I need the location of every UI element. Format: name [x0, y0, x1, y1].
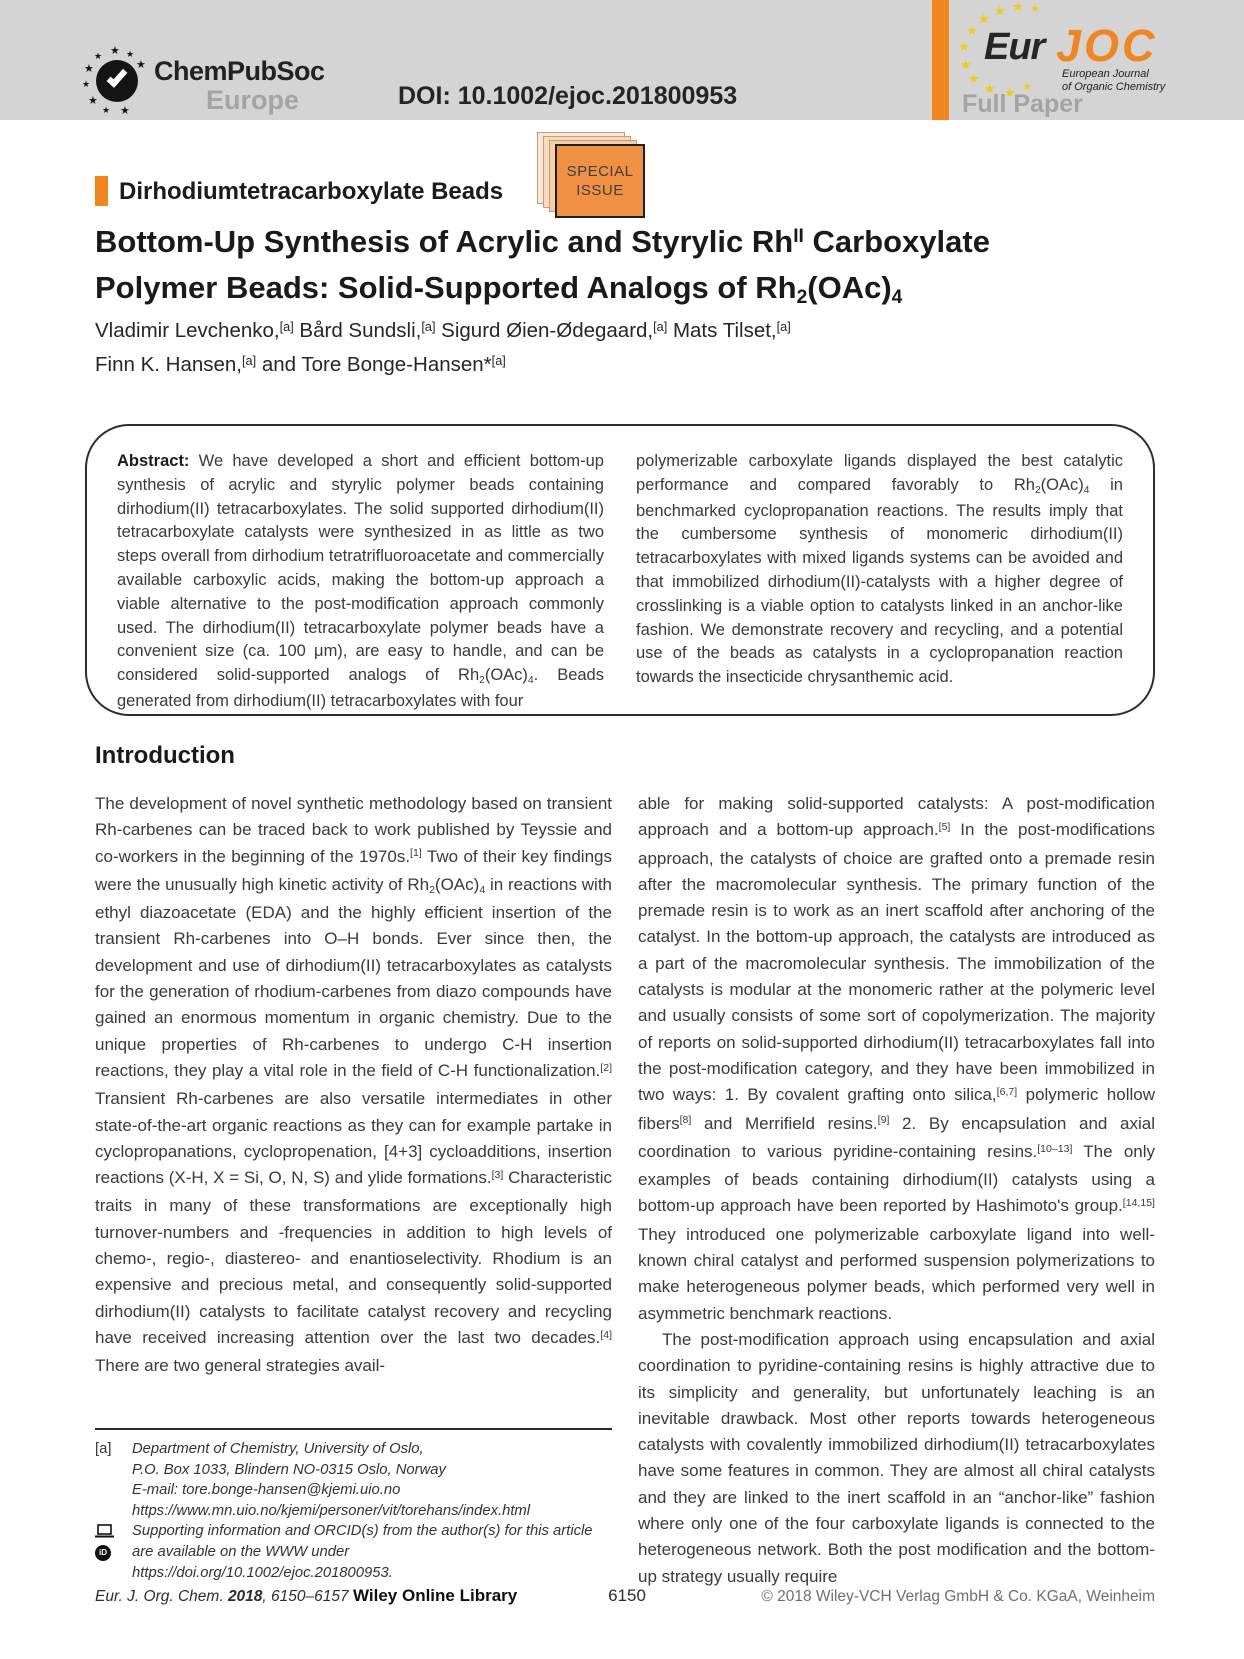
star-icon: [966, 24, 978, 37]
wiley-online-library-label: Wiley Online Library: [353, 1586, 518, 1605]
supporting-info-icons: [95, 1521, 132, 1583]
star-icon: [126, 50, 134, 59]
special-issue-stamp: [537, 132, 649, 220]
header-accent-bar: [932, 0, 949, 120]
star-icon: [136, 60, 146, 71]
author-list-line2: Finn K. Hansen,[a] and Tore Bonge-Hansen*[a]: [95, 352, 506, 376]
journal-name-line1: European Journal: [1062, 68, 1149, 80]
affiliation-line2: P.O. Box 1033, Blindern NO-0315 Oslo, Norway: [132, 1461, 446, 1478]
eurjoc-eur-text: Eur: [984, 26, 1045, 68]
star-icon: [110, 46, 120, 57]
affiliation: [132, 1439, 612, 1521]
citation-pages: , 6150–6157: [262, 1588, 349, 1605]
article-title-line1: Bottom-Up Synthesis of Acrylic and Styrylic $Rh^{II}$ Carboxylate: [95, 224, 990, 259]
chempubsoc-region: Europe: [206, 85, 300, 115]
star-icon: [960, 58, 972, 71]
star-icon: [1030, 4, 1040, 15]
footnote-marker: [a]: [95, 1441, 112, 1457]
topic-accent-bullet: [95, 176, 108, 206]
abstract-label: Abstract:: [117, 452, 190, 470]
introduction-paragraph: The post-modification approach using encapsulation and axial coordination to pyridine-containing resins is highly attractive due to its simplicity and generality, but unfortunately leaching is an inevitable drawback. Most other reports towards heterogeneous catalysts with covalently immobilized dirhodium(II) tetracarboxylates have some features in common. They are almost all chiral catalysts and they are linked to the inert scaffold in an “anchor-like” fashion where only one of the four carboxylate ligands is connected to the heterogeneous network. Both the post modification and the bottom-up strategy usually require: [638, 1329, 1155, 1586]
star-icon: [968, 72, 980, 85]
copyright-notice: © 2018 Wiley-VCH Verlag GmbH & Co. KGaA, Weinheim: [761, 1588, 1155, 1605]
abstract-box: [85, 424, 1155, 716]
author-list-line1: Vladimir Levchenko,[a] Bård Sundsli,[a] Sigurd Øien-Ødegaard,[a] Mats Tilset,[a]: [95, 318, 791, 342]
article-type-label: Full Paper: [962, 90, 1083, 118]
introduction-paragraph: The development of novel synthetic methodology based on transient Rh-carbenes can be traced back to work published by Teyssie and co-workers in the beginning of the 1970s.[1] Two of their key findings were the unusually high kinetic activity of $Rh_2(OAc)_4$ in reactions with ethyl diazoacetate (EDA) and the highly efficient insertion of the transient Rh-carbenes into O–H bonds. Ever since then, the development and use of dirhodium(II) tetracarboxylates as catalysts for the generation of rhodium-carbenes from diazo compounds have gained an enormous momentum in organic chemistry. Due to the unique properties of Rh-carbenes to undergo C-H insertion reactions, they play a vital role in the field of C-H functionalization.[2] Transient Rh-carbenes are also versatile intermediates in other state-of-the-art organic reactions as they can for example partake in cyclopropanations, cyclopropenation, [4+3] cycloadditions, insertion reactions (X-H, X = Si, O, N, S) and ylide formations.[3] Characteristic traits in many of these transformations are exceptionally high turnover-numbers and -frequencies in addition to high levels of chemo-, regio-, diastereo- and enantioselectivity. Rhodium is an expensive and precious metal, and consequently solid-supported dirhodium(II) catalysts to facilitate catalyst recovery and recycling have received increasing attention over the last two decades.[4] There are two general strategies avail-: [95, 794, 612, 1376]
introduction-column-1: [95, 791, 612, 1380]
star-icon: [994, 4, 1006, 17]
star-icon: [102, 106, 110, 115]
topic-label: Dirhodiumtetracarboxylate Beads: [119, 178, 504, 205]
introduction-column-2: [638, 791, 1155, 1590]
orcid-icon: iD: [95, 1545, 111, 1561]
star-icon: [82, 80, 90, 89]
star-icon: [958, 40, 970, 53]
author-homepage-link[interactable]: https://www.mn.uio.no/kjemi/personer/vit/torehans/index.html: [132, 1502, 531, 1519]
author-email-link[interactable]: E-mail: tore.bonge-hansen@kjemi.uio.no: [132, 1482, 401, 1499]
star-icon: [978, 12, 990, 25]
chempubsoc-name: ChemPubSoc: [154, 56, 325, 86]
abstract-text-2: polymerizable carboxylate ligands displayed the best catalytic performance and compared favorably to $Rh_2(OAc)_4$ in benchmarked cyclopropanation reactions. The results imply that the cumbersome synthesis of monomeric dirhodium(II) tetracarboxylates with mixed ligands systems can be avoided and that immobilized dirhodium(II)-catalysts with a higher degree of crosslinking is a viable option to catalysts linked in an anchor-like fashion. We demonstrate recovery and recycling, and a potential use of the beads as catalysts in a cyclopropanation reaction towards the insecticide chrysanthemic acid.: [636, 452, 1123, 687]
special-issue-line2: ISSUE: [576, 182, 624, 199]
section-heading-introduction: Introduction: [95, 742, 235, 769]
abstract-column-2: [636, 450, 1123, 690]
special-issue-line1: SPECIAL: [566, 163, 634, 180]
eurjoc-joc-text: JOC: [1056, 20, 1158, 71]
star-icon: [94, 52, 102, 61]
citation-year: 2018: [227, 1588, 263, 1605]
laptop-icon: [95, 1524, 114, 1539]
citation: [95, 1588, 349, 1606]
chempubsoc-logo-icon: [88, 50, 146, 114]
eurjoc-logo: [952, 2, 1242, 120]
chempubsoc-logo: [88, 48, 348, 118]
supporting-info-note[interactable]: Supporting information and ORCID(s) from the author(s) for this article are available on the WWW under https://doi.org/10.1002/ejoc.201800953.: [132, 1523, 593, 1581]
footnote-block: [95, 1428, 612, 1583]
journal-name-line2: of Organic Chemistry: [1062, 81, 1166, 93]
star-icon: [88, 96, 98, 107]
star-icon: [84, 64, 94, 75]
article-title-line2: Polymer Beads: Solid-Supported Analogs of $Rh_2(OAc)_4$: [95, 270, 903, 309]
abstract-text-1: We have developed a short and efficient bottom-up synthesis of acrylic and styrylic polymer beads containing dirhodium(II) tetracarboxylates. The solid supported dirhodium(II) tetracarboxylate catalysts were synthesized in as little as two steps overall from dirhodium tetratrifluoroacetate and commercially available carboxylic acids, making the bottom-up approach a viable alternative to the post-modification approach commonly used. The dirhodium(II) tetracarboxylate polymer beads have a convenient size (ca. 100 μm), are easy to handle, and can be considered solid-supported analogs of $Rh_2(OAc)_4$. Beads generated from dirhodium(II) tetracarboxylates with four: [117, 452, 604, 710]
stamp-front-card: [555, 144, 645, 218]
article-title: [95, 221, 1165, 313]
page-footer: [95, 1586, 1155, 1612]
star-icon: [1012, 0, 1024, 13]
doi-text: DOI: 10.1002/ejoc.201800953: [398, 82, 738, 110]
page-number: 6150: [608, 1586, 646, 1605]
page-header: [0, 0, 1244, 120]
citation-journal: Eur. J. Org. Chem.: [95, 1588, 228, 1605]
affiliation-line1: Department of Chemistry, University of Oslo,: [132, 1441, 424, 1457]
introduction-paragraph: able for making solid-supported catalysts: A post-modification approach and a bottom-up approach.[5] In the post-modifications approach, the catalysts of choice are grafted onto a premade resin after the macromolecular synthesis. The primary function of the premade resin is to work as an inert scaffold after anchoring of the catalyst. In the bottom-up approach, the catalysts are introduced as a part of the macromolecular synthesis. The immobilization of the catalysts is modular at the monomeric rather at the polymeric level and usually consists of some sort of copolymerization. The majority of reports on solid-supported dirhodium(II) tetracarboxylates fall into the post-modification category, and they have been immobilized in two ways: 1. By covalent grafting onto silica,[6,7] polymeric hollow fibers[8] and Merrifield resins.[9] 2. By encapsulation and axial coordination to various pyridine-containing resins.[10–13] The only examples of beads containing dirhodium(II) catalysts using a bottom-up approach have been reported by Hashimoto's group.[14,15] They introduced one polymerizable carboxylate ligand into well-known chiral catalyst and performed suspension polymerizations to make heterogeneous polymer beads, which performed very well in asymmetric benchmark reactions.: [638, 794, 1155, 1323]
abstract-column-1: [117, 450, 604, 710]
author-list: [95, 315, 1165, 383]
star-icon: [120, 106, 130, 117]
